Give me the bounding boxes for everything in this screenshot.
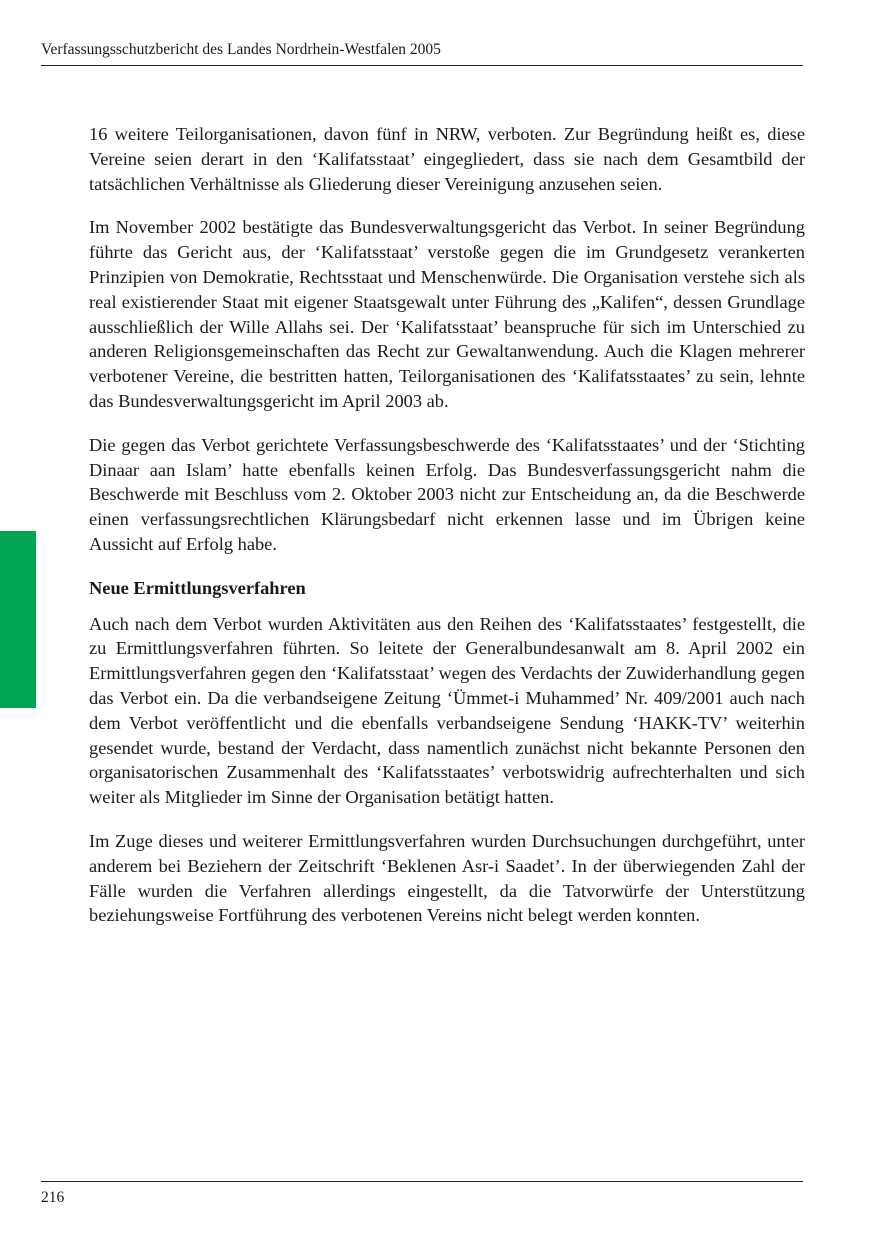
paragraph-2: Im November 2002 bestätigte das Bundesverwaltungsgericht das Verbot. In seiner Begründung führte das Gericht aus, der ‘Kalifatsstaat’ verstoße gegen die im Grundgesetz verankerten Prinzipien von Demokratie, Rechtsstaat und Menschenwürde. Die Organisation verstehe sich als real existierender Staat mit eigener Staatsgewalt unter Führung des „Kalifen“, dessen Grundlage ausschließlich der Wille Allahs sei. Der ‘Kalifatsstaat’ beanspruche für sich im Unterschied zu anderen Religionsgemeinschaften das Recht zur Gewaltanwendung. Auch die Klagen mehrerer verbotener Vereine, die bestritten hatten, Teilorganisationen des ‘Kalifatsstaates’ zu sein, lehnte das Bundesverwaltungsgericht im April 2003 ab.	[89, 217, 805, 411]
paragraph-5: Im Zuge dieses und weiterer Ermittlungsverfahren wurden Durchsuchungen durchgeführt, unter anderem bei Beziehern der Zeitschrift ‘Beklenen Asr-i Saadet’. In der überwiegenden Zahl der Fälle wurden die Verfahren allerdings eingestellt, da die Tatvorwürfe der Unterstützung beziehungsweise Fortführung des verbotenen Vereins nicht belegt werden konnten.	[89, 830, 805, 926]
chapter-side-tab	[0, 531, 36, 708]
footer-rule	[41, 1181, 803, 1182]
paragraph-4: Auch nach dem Verbot wurden Aktivitäten aus den Reihen des ‘Kalifatsstaates’ festgestellt, die zu Ermittlungsverfahren führten. So leitete der Generalbundesanwalt am 8. April 2002 ein Ermittlungsverfahren gegen den ‘Kalifatsstaat’ wegen des Verdachts der Zuwiderhandlung gegen das Verbot ein. Da die verbandseigene Zeitung ‘Ümmet-i Muhammed’ Nr. 409/2001 auch nach dem Verbot veröffentlicht und die ebenfalls verbandseigene Sendung ‘HAKK-TV’ weiterhin gesendet wurde, bestand der Verdacht, dass namentlich zunächst nicht bekannte Personen den organisatorischen Zusammenhalt des ‘Kalifatsstaates’ verbotswidrig aufrechterhalten und sich weiter als Mitglieder im Sinne der Organisation betätigt hatten.	[89, 613, 805, 808]
paragraph-3: Die gegen das Verbot gerichtete Verfassungsbeschwerde des ‘Kalifatsstaates’ und der ‘Stichting Dinaar aan Islam’ hatte ebenfalls keinen Erfolg. Das Bundesverfassungsgericht nahm die Beschwerde mit Beschluss vom 2. Oktober 2003 nicht zur Entscheidung an, da die Beschwerde einen verfassungsrechtlichen Klärungsbedarf nicht erkennen lasse und im Übrigen keine Aussicht auf Erfolg habe.	[89, 434, 805, 554]
main-text	[89, 122, 805, 947]
paragraph-1: 16 weitere Teilorganisationen, davon fünf in NRW, verboten. Zur Begründung heißt es, diese Vereine seien derart in den ‘Kalifatsstaat’ eingegliedert, dass sie nach dem Gesamtbild der tatsächlichen Verhältnisse als Gliederung dieser Vereinigung anzusehen seien.	[89, 124, 805, 194]
section-heading: Neue Ermittlungsverfahren	[89, 577, 306, 598]
header-rule	[41, 65, 803, 66]
page-number: 216	[41, 1189, 65, 1206]
running-header: Verfassungsschutzbericht des Landes Nordrhein-Westfalen 2005	[41, 41, 441, 58]
